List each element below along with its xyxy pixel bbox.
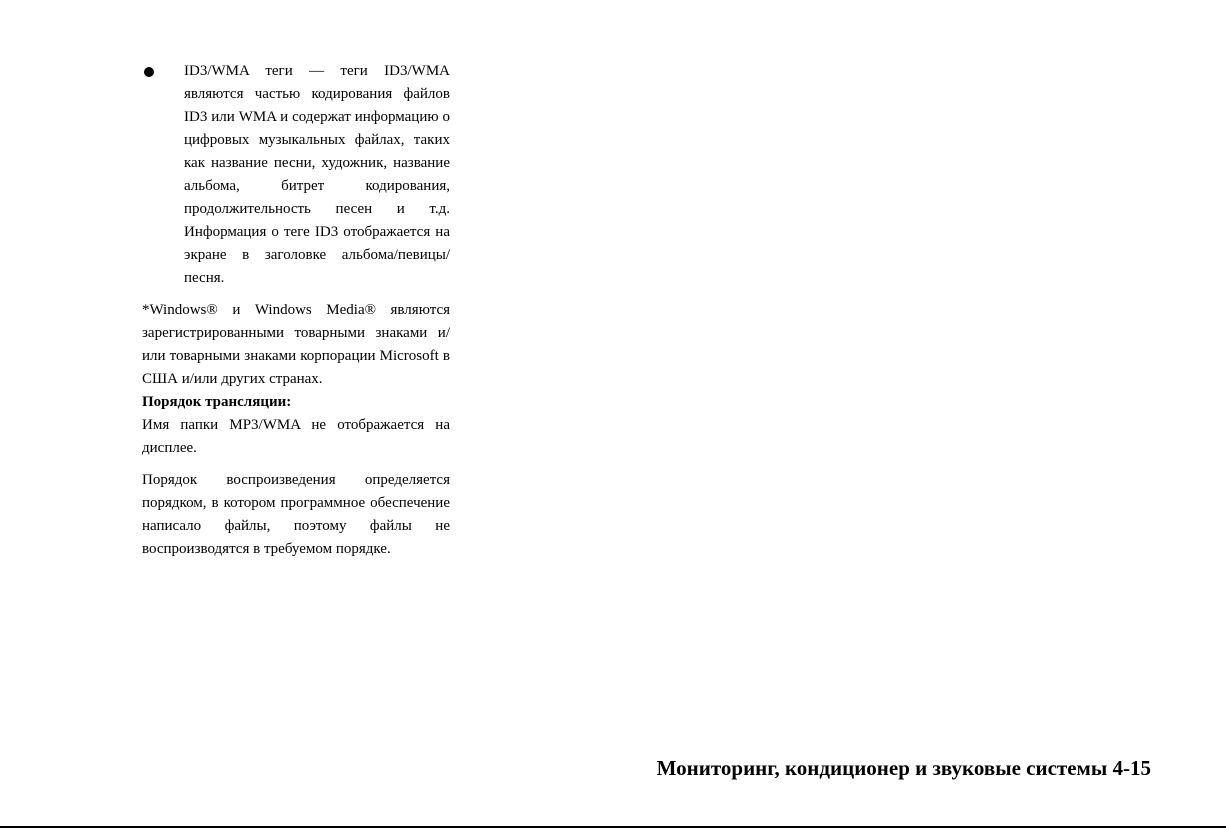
bullet-dot-icon — [144, 67, 154, 77]
bullet-list-item — [142, 60, 450, 290]
text-column — [142, 60, 450, 561]
page-footer-title: Мониторинг, кондиционер и звуковые системы 4-15 — [656, 756, 1151, 780]
playback-order-paragraph: Порядок воспроизведения определяется порядком, в котором программное обеспечение написало файлы, поэтому файлы не воспроизводятся в требуемом порядке. — [142, 472, 450, 557]
trademark-note: *Windows® и Windows Media® являются зарегистрированными товарными знаками и/или товарными знаками корпорации Microsoft в США и/или других странах. — [142, 302, 450, 387]
playback-order-heading: Порядок трансляции: — [142, 394, 292, 410]
folder-name-note: Имя папки MP3/WMA не отображается на дисплее. — [142, 417, 450, 456]
id3-tag-description: ID3/WMA теги — теги ID3/WMA являются частью кодирования файлов ID3 или WMA и содержат информацию о цифровых музыкальных файлах, таких как название песни, художник, название альбома, битрет кодирования, продолжительность песен и т.д. Информация о теге ID3 отображается на экране в заголовке альбома/певицы/песня. — [184, 63, 450, 286]
bottom-divider — [0, 826, 1226, 828]
